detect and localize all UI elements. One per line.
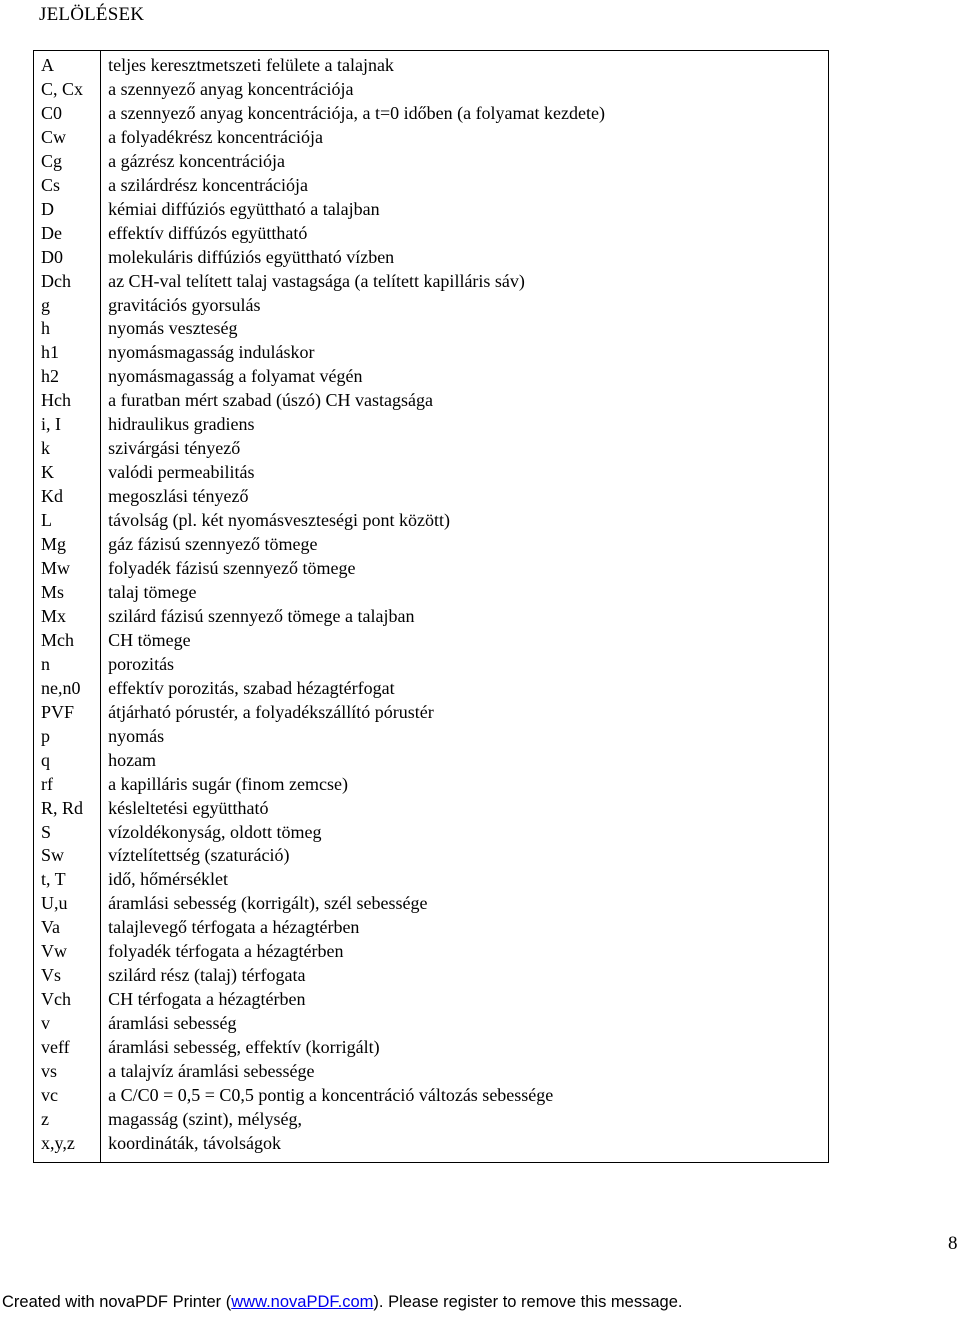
symbol-item: h1 [41, 342, 59, 363]
symbol-description: áramlási sebesség, effektív (korrigált) [108, 1037, 380, 1058]
symbol-description: a kapilláris sugár (finom zemcse) [108, 773, 348, 794]
symbol-description: molekuláris diffúziós együttható vízben [108, 246, 395, 267]
symbol-description: a C/C0 = 0,5 = C0,5 pontig a koncentráció változás sebessége [108, 1084, 554, 1105]
symbol-item: z [41, 1108, 49, 1129]
symbol-item: ne,n0 [41, 677, 81, 698]
symbol-item: Cs [41, 174, 61, 195]
symbol-description: víztelítettség (szaturáció) [108, 845, 290, 866]
symbol-description: nyomás veszteség [108, 318, 238, 339]
symbol-item: Mch [41, 629, 74, 650]
symbol-description: teljes keresztmetszeti felülete a talajnak [108, 55, 394, 75]
symbol-description: nyomás [108, 725, 165, 746]
footer-notice [2, 1292, 682, 1312]
symbol-description: gáz fázisú szennyező tömege [108, 534, 318, 555]
symbol-description: effektív diffúzós együttható [108, 222, 308, 243]
symbol-item: D0 [41, 246, 63, 267]
symbol-description: nyomásmagasság a folyamat végén [108, 366, 363, 387]
footer-prefix: Created with novaPDF Printer ( [2, 1293, 232, 1311]
symbol-item: R, Rd [41, 797, 84, 818]
symbol-description: késleltetési együttható [108, 797, 269, 818]
symbol-item: L [41, 510, 52, 531]
symbol-description: szivárgási tényező [108, 438, 241, 459]
table-row [34, 51, 829, 1163]
symbol-item: C0 [41, 102, 63, 123]
symbol-item: PVF [41, 701, 75, 722]
symbol-description: a szennyező anyag koncentrációja, a t=0 időben (a folyamat kezdete) [108, 102, 605, 123]
symbol-item: Mx [41, 605, 67, 626]
symbol-item: veff [41, 1037, 70, 1058]
symbol-item: vs [41, 1061, 58, 1082]
footer-suffix: ). Please register to remove this message. [373, 1293, 683, 1311]
symbol-item: h [41, 318, 50, 339]
symbol-item: U,u [41, 893, 68, 914]
symbol-description: hozam [108, 749, 157, 770]
symbol-description: átjárható pórustér, a folyadékszállító pórustér [108, 701, 434, 722]
symbol-item: De [41, 222, 62, 243]
symbol-description: nyomásmagasság induláskor [108, 342, 315, 363]
symbol-description: távolság (pl. két nyomásveszteségi pont között) [108, 510, 450, 531]
page-title: JELÖLÉSEK [39, 4, 145, 25]
symbol-description: áramlási sebesség (korrigált), szél sebessége [108, 893, 428, 914]
symbol-description: a furatban mért szabad (úszó) CH vastagsága [108, 390, 433, 411]
symbol-item: t, T [41, 869, 66, 890]
symbol-description: CH tömege [108, 629, 191, 650]
symbol-item: S [41, 821, 52, 842]
symbol-column [34, 51, 101, 1163]
symbol-description: áramlási sebesség [108, 1013, 237, 1034]
symbol-item: v [41, 1013, 50, 1034]
symbol-item: Vw [41, 941, 67, 962]
symbol-item: k [41, 438, 50, 459]
symbol-item: Kd [41, 486, 63, 507]
symbol-description: folyadék fázisú szennyező tömege [108, 558, 356, 579]
symbol-description: folyadék térfogata a hézagtérben [108, 941, 344, 962]
symbol-description: gravitációs gyorsulás [108, 294, 261, 315]
symbol-item: Hch [41, 390, 71, 411]
symbol-item: Cw [41, 126, 67, 147]
symbol-item: Cg [41, 150, 63, 171]
symbol-item: vc [41, 1084, 58, 1105]
symbol-item: A [41, 55, 54, 75]
symbol-description: a folyadékrész koncentrációja [108, 126, 323, 147]
symbol-description: kémiai diffúziós együttható a talajban [108, 198, 380, 219]
symbol-item: Va [41, 917, 60, 938]
symbol-item: q [41, 749, 50, 770]
symbol-description: megoszlási tényező [108, 486, 249, 507]
symbol-description: porozitás [108, 653, 175, 674]
page-number: 8 [948, 1233, 958, 1254]
symbol-description: koordináták, távolságok [108, 1132, 282, 1153]
symbol-item: Sw [41, 845, 65, 866]
symbol-item: Mw [41, 558, 71, 579]
symbol-description: effektív porozitás, szabad hézagtérfogat [108, 677, 395, 698]
symbol-item: Vch [41, 989, 71, 1010]
symbol-item: rf [41, 773, 53, 794]
symbol-item: i, I [41, 414, 61, 435]
symbol-description: vízoldékonyság, oldott tömeg [108, 821, 322, 842]
description-column [101, 51, 829, 1163]
symbol-description: valódi permeabilitás [108, 462, 255, 483]
symbol-item: x,y,z [41, 1132, 75, 1153]
symbol-description: magasság (szint), mélység, [108, 1108, 303, 1129]
symbol-description: a szennyező anyag koncentrációja [108, 78, 354, 99]
symbol-item: Ms [41, 581, 65, 602]
symbol-item: C, Cx [41, 78, 84, 99]
symbol-description: szilárd fázisú szennyező tömege a talajban [108, 605, 415, 626]
symbol-description: talaj tömege [108, 581, 197, 602]
notation-table [33, 50, 829, 1163]
symbol-item: Vs [41, 965, 62, 986]
symbol-description: a talajvíz áramlási sebessége [108, 1061, 315, 1082]
symbol-description: szilárd rész (talaj) térfogata [108, 965, 306, 986]
symbol-description: a szilárdrész koncentrációja [108, 174, 308, 195]
symbol-item: D [41, 198, 54, 219]
novapdf-link[interactable]: www.novaPDF.com [231, 1293, 374, 1311]
symbol-item: n [41, 653, 50, 674]
symbol-description: a gázrész koncentrációja [108, 150, 285, 171]
symbol-item: g [41, 294, 50, 315]
symbol-item: Mg [41, 534, 67, 555]
symbol-description: idő, hőmérséklet [108, 869, 229, 890]
symbol-item: Dch [41, 270, 71, 291]
symbol-description: CH térfogata a hézagtérben [108, 989, 306, 1010]
symbol-item: h2 [41, 366, 59, 387]
symbol-description: hidraulikus gradiens [108, 414, 255, 435]
symbol-item: p [41, 725, 50, 746]
symbol-description: talajlevegő térfogata a hézagtérben [108, 917, 360, 938]
symbol-description: az CH-val telített talaj vastagsága (a telített kapilláris sáv) [108, 270, 525, 291]
symbol-item: K [41, 462, 54, 483]
